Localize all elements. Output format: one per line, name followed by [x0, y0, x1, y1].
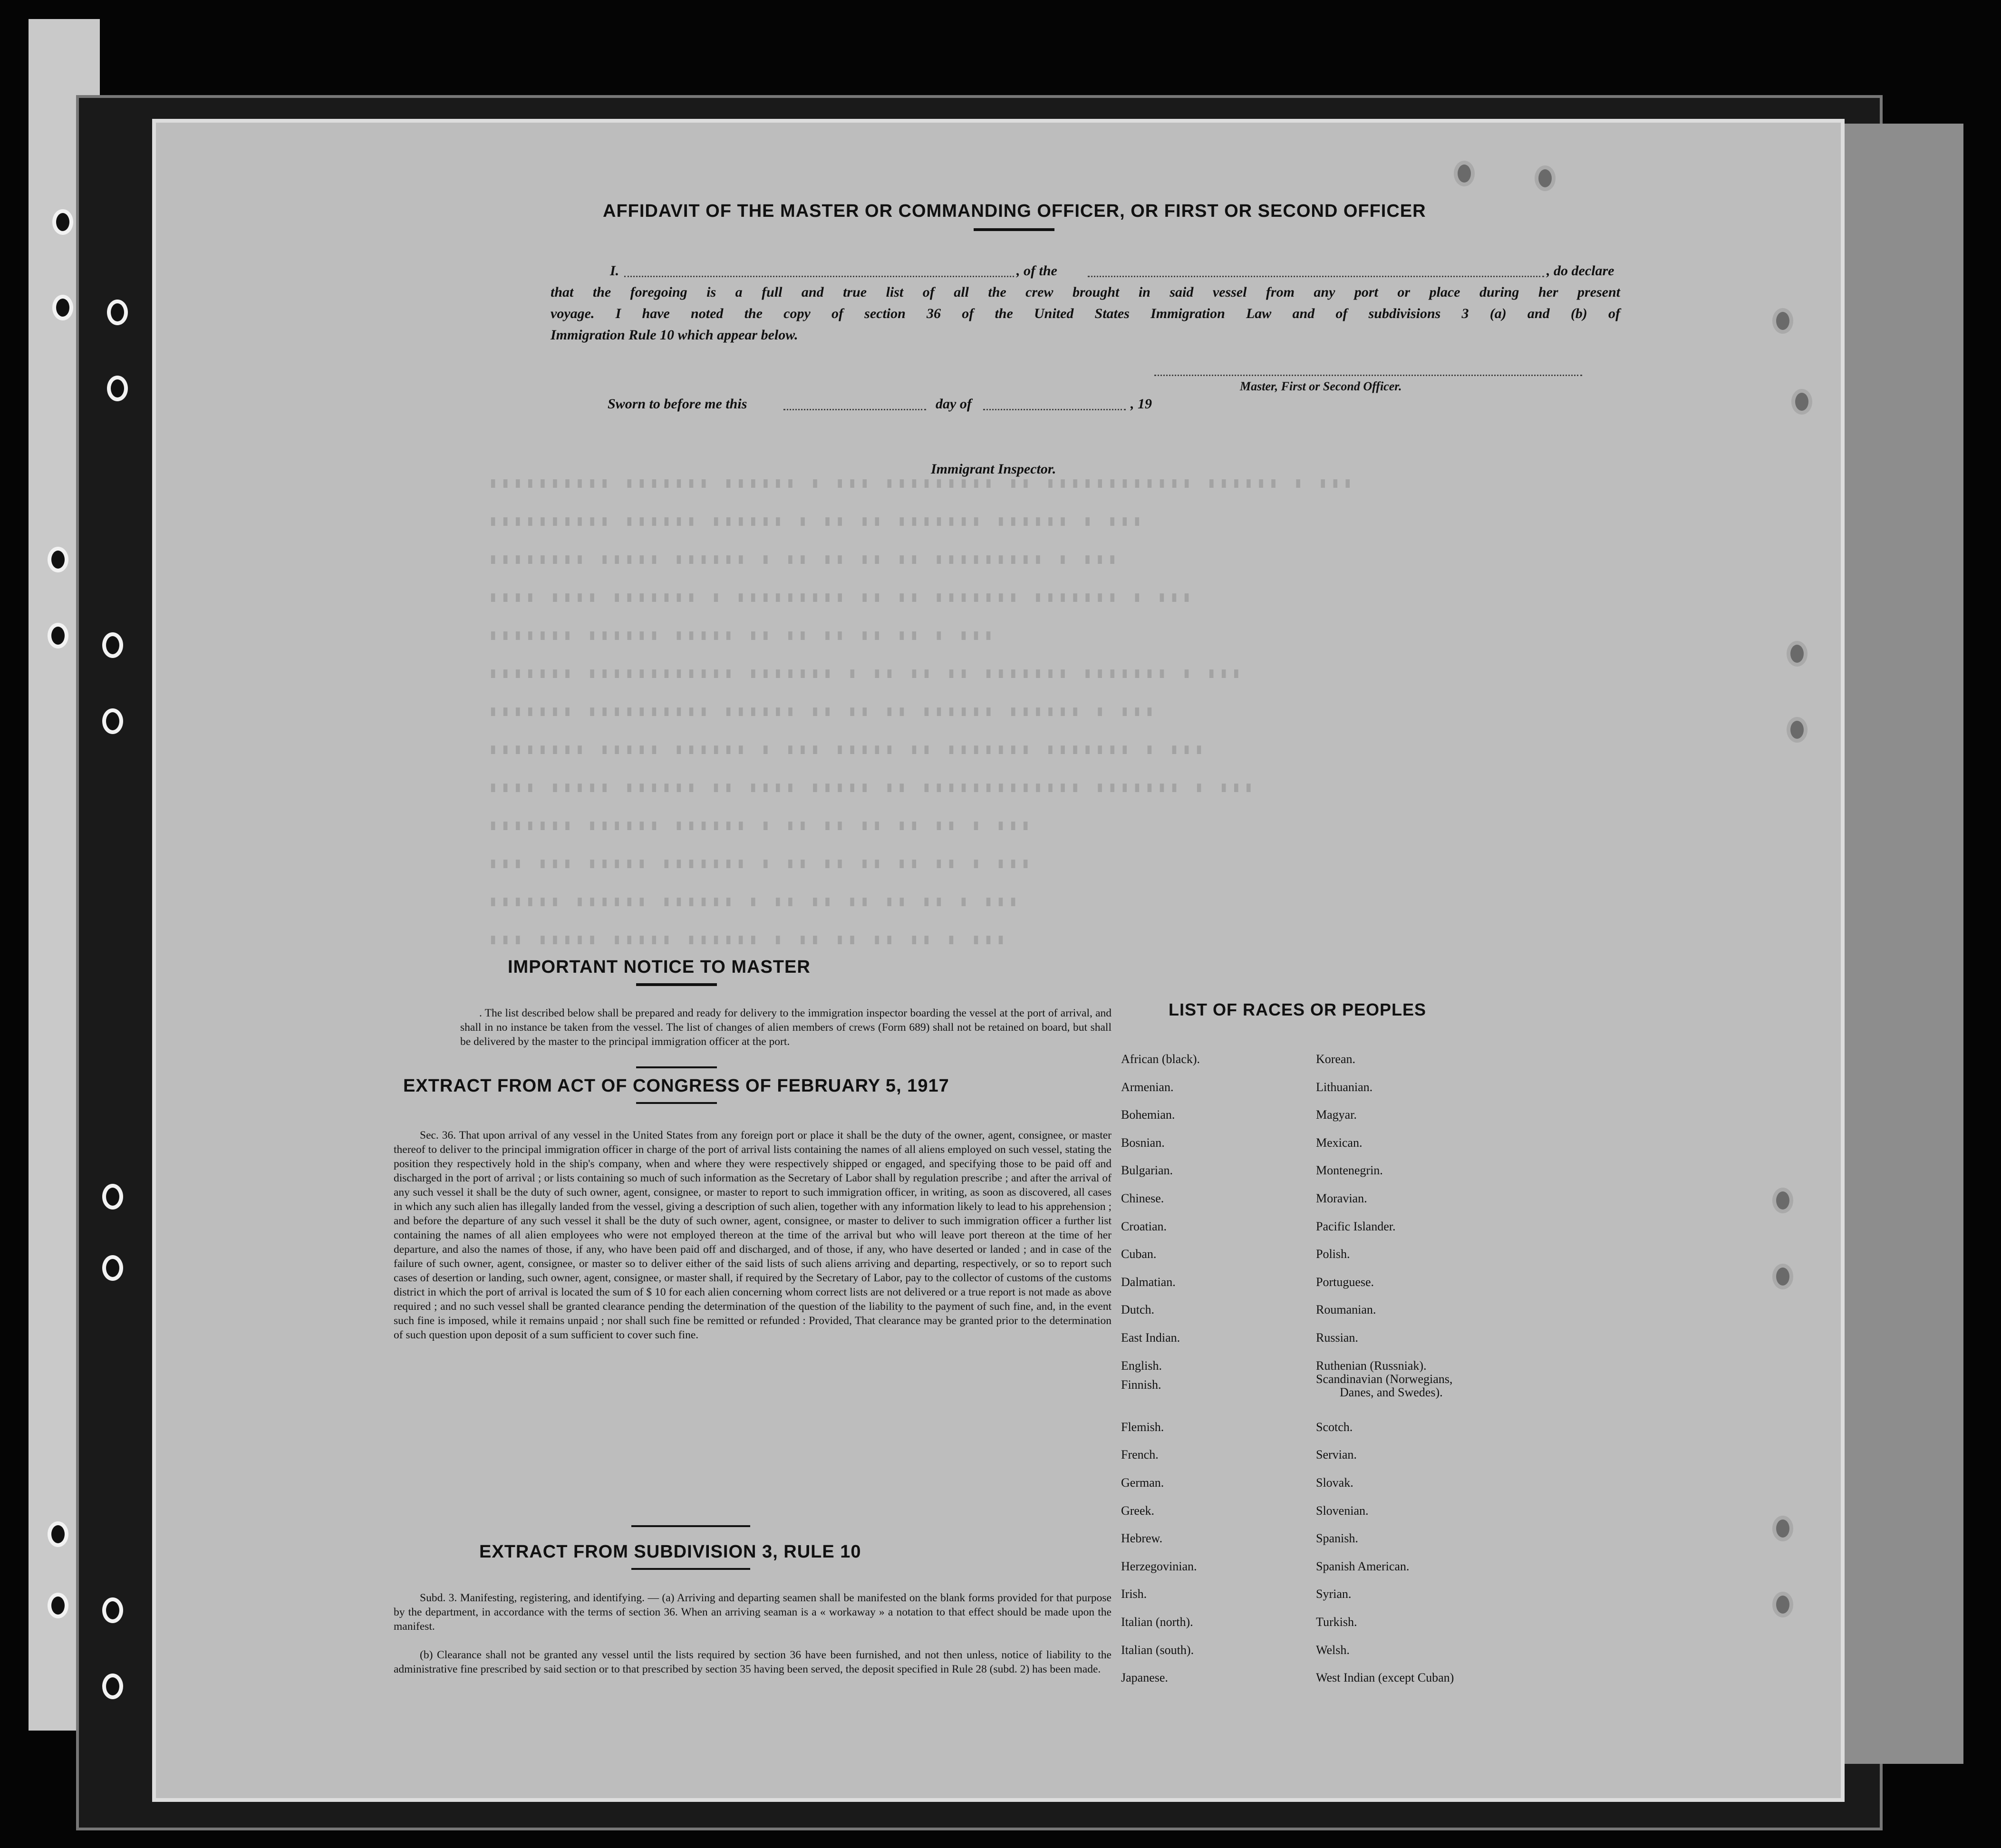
race-item: Armenian.: [1121, 1080, 1174, 1094]
page-punch-hole: [1535, 165, 1556, 191]
race-item: Bohemian.: [1121, 1108, 1175, 1122]
punch-hole: [102, 632, 123, 658]
master-caption: Master, First or Second Officer.: [1240, 379, 1402, 393]
bleed-through-text: ▮▮▮ ▮▮▮▮▮ ▮▮▮▮▮ ▮▮▮▮▮▮ ▮ ▮▮ ▮▮ ▮▮ ▮▮ ▮ ▮▮▮: [489, 932, 1009, 948]
race-item: Dutch.: [1121, 1303, 1155, 1317]
master-signature-line: [1154, 375, 1582, 376]
race-item: Montenegrin.: [1316, 1163, 1383, 1178]
affidavit-title: AFFIDAVIT OF THE MASTER OR COMMANDING OFFICER, OR FIRST OR SECOND OFFICER: [603, 201, 1426, 221]
notice-rule: [636, 983, 717, 986]
race-item: Slovak.: [1316, 1476, 1353, 1490]
race-item: German.: [1121, 1476, 1164, 1490]
bleed-through-text: ▮▮▮▮ ▮▮▮▮ ▮▮▮▮▮▮▮ ▮ ▮▮▮▮▮▮▮▮▮ ▮▮ ▮▮ ▮▮▮▮▮▮▮ ▮▮▮▮▮▮▮ ▮ ▮▮▮: [489, 590, 1195, 606]
punch-hole: [102, 1597, 123, 1623]
bleed-through-text: ▮▮▮▮▮▮▮▮ ▮▮▮▮▮ ▮▮▮▮▮▮ ▮ ▮▮▮ ▮▮▮▮▮ ▮▮ ▮▮▮▮▮▮▮ ▮▮▮▮▮▮▮ ▮ ▮▮▮: [489, 742, 1207, 758]
extract-rule-rule: [631, 1568, 750, 1570]
punch-hole: [52, 209, 73, 235]
race-item: Cuban.: [1121, 1247, 1157, 1261]
race-item: Bulgarian.: [1121, 1163, 1173, 1178]
title-rule: [974, 228, 1054, 231]
extract-rule-para-a: Subd. 3. Manifesting, registering, and identifying. — (a) Arriving and departing seamen shall be manifested on the blank forms provided for that purpose by the department, in accordance with the terms of section 36. When an arriving seaman is a « workaway » a notation to that effect should be made upon the manifest.: [394, 1592, 1112, 1633]
bleed-through-text: ▮▮▮▮▮▮▮▮▮▮ ▮▮▮▮▮▮▮ ▮▮▮▮▮▮ ▮ ▮▮▮ ▮▮▮▮▮▮▮▮▮ ▮▮ ▮▮▮▮▮▮▮▮▮▮▮▮ ▮▮▮▮▮▮ ▮ ▮▮▮: [489, 476, 1356, 492]
race-item: Portuguese.: [1316, 1275, 1374, 1289]
bleed-through-text: ▮▮▮ ▮▮▮ ▮▮▮▮▮ ▮▮▮▮▮▮▮ ▮ ▮▮ ▮▮ ▮▮ ▮▮ ▮▮ ▮ ▮▮▮: [489, 856, 1034, 872]
race-item: Turkish.: [1316, 1615, 1357, 1629]
page-punch-hole: [1772, 1516, 1793, 1541]
page-punch-hole: [1772, 1188, 1793, 1213]
race-item: Chinese.: [1121, 1191, 1164, 1205]
race-item: Scotch.: [1316, 1420, 1353, 1434]
punch-hole: [48, 547, 68, 572]
race-item: Irish.: [1121, 1587, 1147, 1601]
bleed-through-text: ▮▮▮▮▮▮▮ ▮▮▮▮▮▮ ▮▮▮▮▮▮ ▮ ▮▮ ▮▮ ▮▮ ▮▮ ▮▮ ▮ ▮▮▮: [489, 818, 1034, 834]
page-punch-hole: [1772, 308, 1793, 334]
year-text: , 19: [1131, 396, 1152, 412]
race-item: Servian.: [1316, 1448, 1357, 1462]
race-item: Moravian.: [1316, 1191, 1367, 1205]
race-item: Magyar.: [1316, 1108, 1357, 1122]
bleed-through-text: ▮▮▮▮ ▮▮▮▮▮ ▮▮▮▮▮▮ ▮▮ ▮▮▮▮ ▮▮▮▮▮ ▮▮ ▮▮▮▮▮▮▮▮▮▮▮▮▮ ▮▮▮▮▮▮▮ ▮ ▮▮▮: [489, 780, 1257, 796]
extract-rule-para-b: (b) Clearance shall not be granted any vessel until the lists required by section 36 have been furnished, and not then unless, notice of liability to the administrative fine prescribed by said section or to that prescribed by section 35 having been served, the deposit specified in Rule 28 (subd. 2) has been made.: [394, 1649, 1112, 1675]
inspector-caption: Immigrant Inspector.: [931, 461, 1056, 477]
race-item: Mexican.: [1316, 1135, 1363, 1150]
race-item: Italian (south).: [1121, 1643, 1194, 1657]
affidavit-of-the: , of the: [1016, 263, 1057, 279]
extract-act-title: EXTRACT FROM ACT OF CONGRESS OF FEBRUARY 5, 1917: [403, 1076, 949, 1096]
bleed-through-text: ▮▮▮▮▮▮ ▮▮▮▮▮▮ ▮▮▮▮▮▮ ▮ ▮▮ ▮▮ ▮▮ ▮▮ ▮▮ ▮ ▮▮▮: [489, 894, 1022, 910]
race-item: Finnish.: [1121, 1378, 1161, 1392]
page-punch-hole: [1791, 389, 1812, 415]
punch-hole: [107, 376, 128, 401]
race-item: African (black).: [1121, 1052, 1200, 1066]
extract-act-body: Sec. 36. That upon arrival of any vessel in the United States from any foreign port or place it shall be the duty of the owner, agent, consignee, or master thereof to deliver to the principal immigration officer in charge of the port of arrival lists containing the names of all aliens employed on such vessel, stating the position they respectively hold in the ship's company, when and where they were respectively shipped or engaged, and specifying those to be paid off and discharged in the port of arrival ; or lists containing so much of such information as the Secretary of Labor shall by regulation prescribe ; and after the arrival of any such vessel it shall be the duty of such owner, agent, consignee, or master to report to such immigration officer, in writing, as soon as discovered, all cases in which any such alien has illegally landed from the vessel, giving a description of such alien, together with any information likely to lead to his apprehension ; and before the departure of any such vessel it shall be the duty of such owner, agent, consignee, or master to deliver to such immigration officer a further list containing the names of all alien employees who were not employed thereon at the time of the arrival but who will leave port thereon at the time of her departure, and also the names of those, if any, who have been paid off and discharged, and of those, if any, who have deserted or landed ; and in case of the failure of such owner, agent, consignee, or master so to deliver either of the said lists of such aliens arriving and departing, respectively, or so to report such cases of desertion or landing, such owner, agent, consignee, or master shall, if required by the Secretary of Labor, pay to the collector of customs of the customs district in which the port of arrival is located the sum of $ 10 for each alien concerning whom correct lists are not delivered or a true report is not made as above required ; and no such vessel shall be granted clearance pending the determination of the question of the liability to the payment of such fine, and, in the event such fine is imposed, while it remains unpaid ; nor shall such fine be remitted or refunded : Provided, That clearance may be granted prior to the determination of such question upon deposit of a sum sufficient to cover such fine.: [394, 1129, 1112, 1341]
punch-hole: [102, 1255, 123, 1281]
race-item: French.: [1121, 1448, 1159, 1462]
race-item: Flemish.: [1121, 1420, 1164, 1434]
notice-title: IMPORTANT NOTICE TO MASTER: [508, 957, 811, 977]
race-item: Russian.: [1316, 1331, 1358, 1345]
act-divider: [631, 1525, 750, 1527]
affidavit-declare: , do declare: [1547, 263, 1614, 279]
sworn-month-line: [983, 409, 1126, 410]
race-item: Bosnian.: [1121, 1135, 1165, 1150]
extract-act-rule: [636, 1102, 717, 1104]
page-punch-hole: [1454, 161, 1475, 186]
race-item: Italian (north).: [1121, 1615, 1193, 1629]
notice-divider: [636, 1066, 717, 1068]
bleed-through-text: ▮▮▮▮▮▮▮▮▮▮ ▮▮▮▮▮▮ ▮▮▮▮▮▮ ▮ ▮▮ ▮▮ ▮▮▮▮▮▮▮ ▮▮▮▮▮▮ ▮ ▮▮▮: [489, 514, 1145, 530]
punch-hole: [102, 1184, 123, 1209]
extract-rule-title: EXTRACT FROM SUBDIVISION 3, RULE 10: [479, 1542, 861, 1562]
race-item: Spanish.: [1316, 1531, 1358, 1546]
page-punch-hole: [1772, 1592, 1793, 1617]
bleed-through-text: ▮▮▮▮▮▮▮ ▮▮▮▮▮▮ ▮▮▮▮▮ ▮▮ ▮▮ ▮▮ ▮▮ ▮▮ ▮ ▮▮▮: [489, 628, 996, 644]
race-item: Lithuanian.: [1316, 1080, 1373, 1094]
punch-hole: [48, 1521, 68, 1547]
race-item: Pacific Islander.: [1316, 1219, 1396, 1233]
race-item: Greek.: [1121, 1503, 1155, 1518]
races-title: LIST OF RACES OR PEOPLES: [1169, 1000, 1427, 1019]
sworn-text: Sworn to before me this: [608, 396, 747, 412]
punch-hole: [52, 295, 73, 320]
punch-hole: [48, 623, 68, 648]
bleed-through-text: ▮▮▮▮▮▮▮ ▮▮▮▮▮▮▮▮▮▮▮▮ ▮▮▮▮▮▮▮ ▮ ▮▮ ▮▮ ▮▮ ▮▮▮▮▮▮▮ ▮▮▮▮▮▮▮ ▮ ▮▮▮: [489, 666, 1245, 682]
race-item: Syrian.: [1316, 1587, 1352, 1601]
race-item: Korean.: [1316, 1052, 1356, 1066]
form-page: [152, 119, 1845, 1802]
punch-hole: [102, 708, 123, 734]
vessel-name-line: [1088, 276, 1544, 277]
race-item: Spanish American.: [1316, 1559, 1410, 1573]
affidavit-line-3: voyage. I have noted the copy of section 36 of the United States Immigration Law and of subdivisions 3 (a) and (b) of: [551, 306, 1620, 321]
punch-hole: [107, 300, 128, 325]
race-item: Polish.: [1316, 1247, 1350, 1261]
bleed-through-text: ▮▮▮▮▮▮▮ ▮▮▮▮▮▮▮▮▮▮ ▮▮▮▮▮▮ ▮▮ ▮▮ ▮▮ ▮▮▮▮▮▮ ▮▮▮▮▮▮ ▮ ▮▮▮: [489, 704, 1158, 720]
race-item: West Indian (except Cuban): [1316, 1671, 1454, 1685]
race-item: Hebrew.: [1121, 1531, 1163, 1546]
page-punch-hole: [1772, 1264, 1793, 1289]
race-item: Dalmatian.: [1121, 1275, 1176, 1289]
master-name-line: [624, 276, 1014, 277]
race-item: Croatian.: [1121, 1219, 1167, 1233]
day-of-text: day of: [936, 396, 972, 412]
race-item: Ruthenian (Russniak).: [1316, 1358, 1427, 1373]
race-item: Danes, and Swedes).: [1340, 1385, 1443, 1399]
notice-body: . The list described below shall be prepared and ready for delivery to the immigration inspector boarding the vessel at the port of arrival, and shall in no instance be taken from the vessel. The list of changes of alien members of crews (Form 689) shall not be retained on board, but shall be delivered by the master to the principal immigration officer at the port.: [460, 1007, 1112, 1048]
sworn-day-line: [783, 409, 926, 410]
affidavit-line-2: that the foregoing is a full and true list of all the crew brought in said vessel from any port or place during her present: [551, 284, 1620, 300]
race-item: Slovenian.: [1316, 1503, 1369, 1518]
race-item: Welsh.: [1316, 1643, 1350, 1657]
race-item: Scandinavian (Norwegians,: [1316, 1372, 1453, 1386]
race-item: English.: [1121, 1358, 1162, 1373]
affidavit-i: I.: [610, 263, 619, 279]
punch-hole: [102, 1674, 123, 1699]
affidavit-line-4: Immigration Rule 10 which appear below.: [551, 327, 798, 343]
race-item: Japanese.: [1121, 1671, 1168, 1685]
bleed-through-text: ▮▮▮▮▮▮▮▮ ▮▮▮▮▮ ▮▮▮▮▮▮ ▮ ▮▮ ▮▮ ▮▮ ▮▮ ▮▮▮▮▮▮▮▮▮ ▮ ▮▮▮: [489, 552, 1121, 568]
punch-hole: [48, 1593, 68, 1618]
race-item: Herzegovinian.: [1121, 1559, 1197, 1573]
race-item: East Indian.: [1121, 1331, 1180, 1345]
race-item: Roumanian.: [1316, 1303, 1376, 1317]
